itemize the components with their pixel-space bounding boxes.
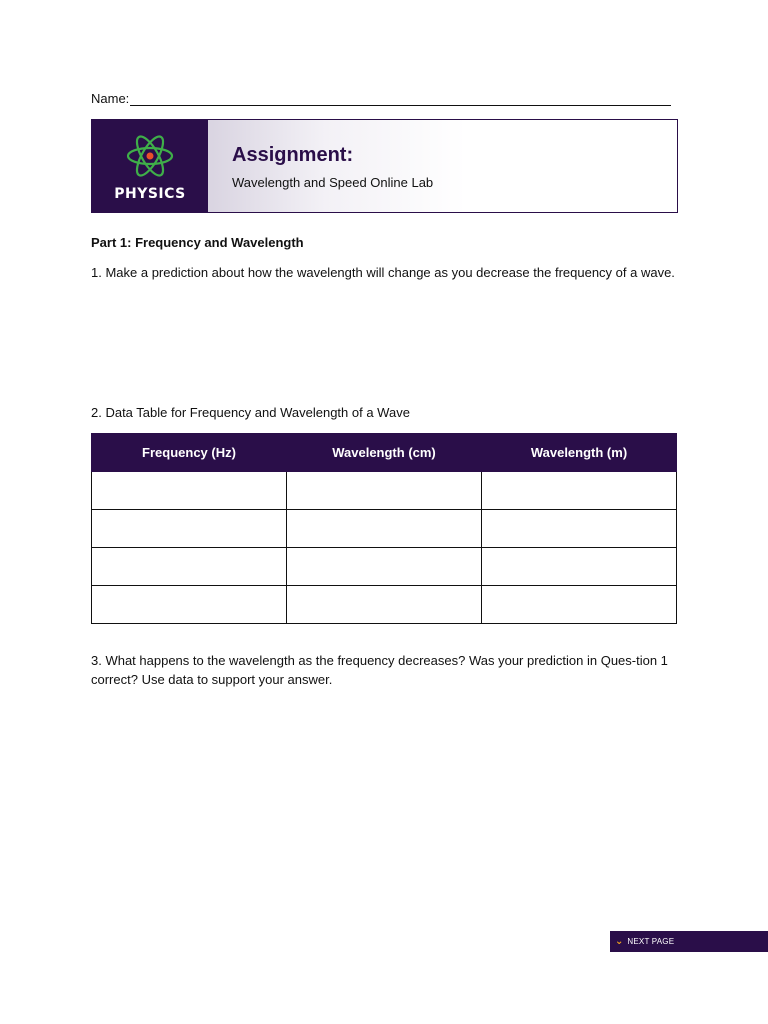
atom-icon <box>125 131 175 181</box>
table-header-row <box>92 434 677 472</box>
banner-content <box>208 120 677 212</box>
table-row <box>92 586 677 624</box>
question-3: 3. What happens to the wavelength as the frequency decreases? Was your prediction in Ques-tion 1 correct? Use data to support your answer. <box>91 653 668 687</box>
assignment-subtitle: Wavelength and Speed Online Lab <box>232 175 434 190</box>
table-cell[interactable] <box>92 472 287 510</box>
name-underline[interactable] <box>130 92 671 106</box>
question-1: 1. Make a prediction about how the wavelength will change as you decrease the frequency of a wave. <box>91 265 675 280</box>
column-header: Wavelength (m) <box>482 434 677 472</box>
question-2: 2. Data Table for Frequency and Wavelength of a Wave <box>91 405 410 420</box>
column-header: Frequency (Hz) <box>92 434 287 472</box>
table-cell[interactable] <box>92 548 287 586</box>
part-heading: Part 1: Frequency and Wavelength <box>91 235 304 250</box>
table-row <box>92 510 677 548</box>
table-cell[interactable] <box>482 510 677 548</box>
table-row <box>92 548 677 586</box>
chevron-down-icon: ⌄ <box>615 935 624 947</box>
assignment-title: Assignment: <box>232 144 354 166</box>
name-field[interactable] <box>91 91 671 106</box>
table-cell[interactable] <box>287 472 482 510</box>
table-cell[interactable] <box>482 548 677 586</box>
table-cell[interactable] <box>92 586 287 624</box>
data-table <box>91 433 677 624</box>
physics-logo <box>92 120 208 212</box>
table-cell[interactable] <box>287 548 482 586</box>
assignment-banner <box>91 119 678 213</box>
table-cell[interactable] <box>92 510 287 548</box>
next-page-button[interactable] <box>610 931 768 952</box>
column-header: Wavelength (cm) <box>287 434 482 472</box>
table-cell[interactable] <box>482 472 677 510</box>
table-row <box>92 472 677 510</box>
logo-text: PHYSICS <box>114 186 186 202</box>
table-cell[interactable] <box>287 510 482 548</box>
table-cell[interactable] <box>287 586 482 624</box>
next-page-label: NEXT PAGE <box>627 937 675 946</box>
name-label: Name: <box>91 91 130 106</box>
table-cell[interactable] <box>482 586 677 624</box>
